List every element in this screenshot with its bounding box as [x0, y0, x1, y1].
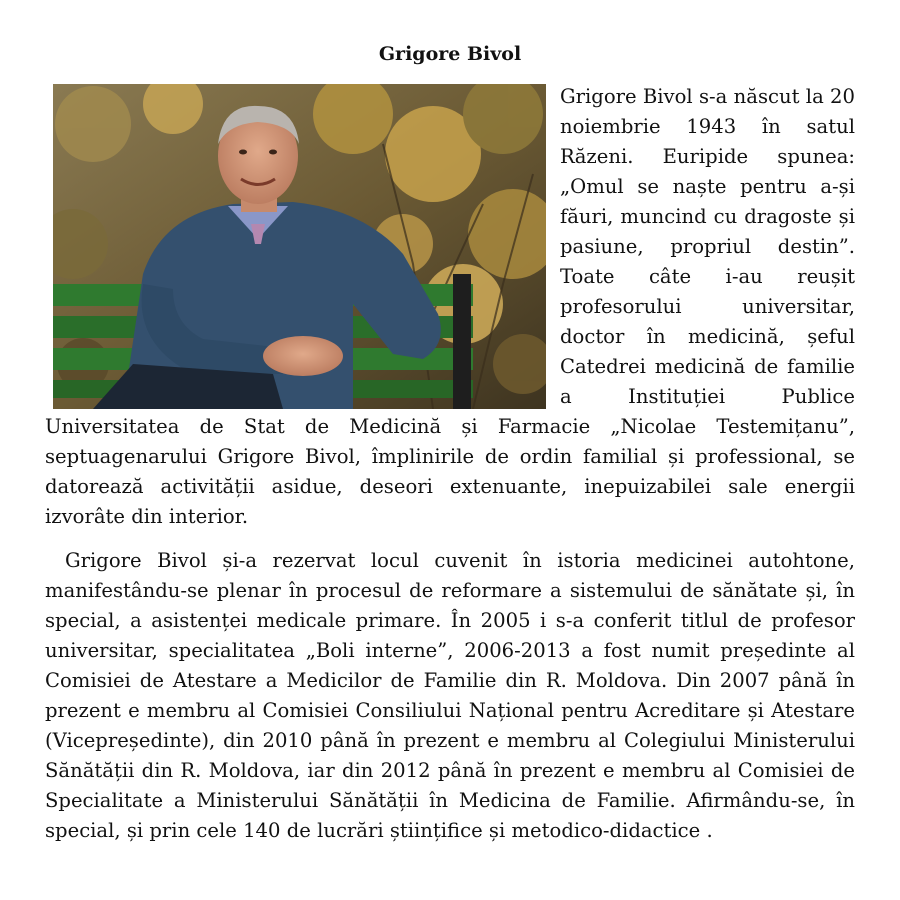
biography-paragraph-1: Grigore Bivol s-a născut la 20 noiembrie 1943 în satul Răzeni. Euripide spunea: „Omul se naște pentru a-și făuri, muncind cu dragoste și pasiune, propriul destin”. Toate câte i-au reușit profesorului universitar, doctor în medicină, șeful Catedrei medicină de familie a Instituției Publice Universitatea de Stat de Medicină și Farmacie „Nicolae Testemițanu”, septuagenarului Grigore Bivol, împlinirile de ordin familial și professional, se datorează activității asidue, deseori extenuante, inepuizabilei sale energii izvorâte din interior.: [45, 85, 855, 528]
document-title: Grigore Bivol: [378, 43, 522, 65]
document-page: [45, 40, 855, 846]
portrait-illustration: [53, 84, 546, 409]
biography-paragraph-2: Grigore Bivol și-a rezervat locul cuvenit în istoria medicinei autohtone, manifestându-se plenar în procesul de reformare a sistemului de sănătate și, în special, a asistenței medicale primare. În 2005 i s-a conferit titlul de profesor universitar, specialitatea „Boli interne”, 2006-2013 a fost numit președinte al Comisiei de Atestare a Medicilor de Familie din R. Moldova. Din 2007 până în prezent e membru al Comisiei Consiliului Național pentru Acreditare și Atestare (Vicepreședinte), din 2010 până în prezent e membru al Colegiului Ministerului Sănătății din R. Moldova, iar din 2012 până în prezent e membru al Comisiei de Specialitate a Ministerului Sănătății în Medicina de Familie. Afirmându-se, în special, și prin cele 140 de lucrări științifice și metodico-didactice .: [45, 549, 855, 842]
portrait-photo: [53, 84, 546, 409]
